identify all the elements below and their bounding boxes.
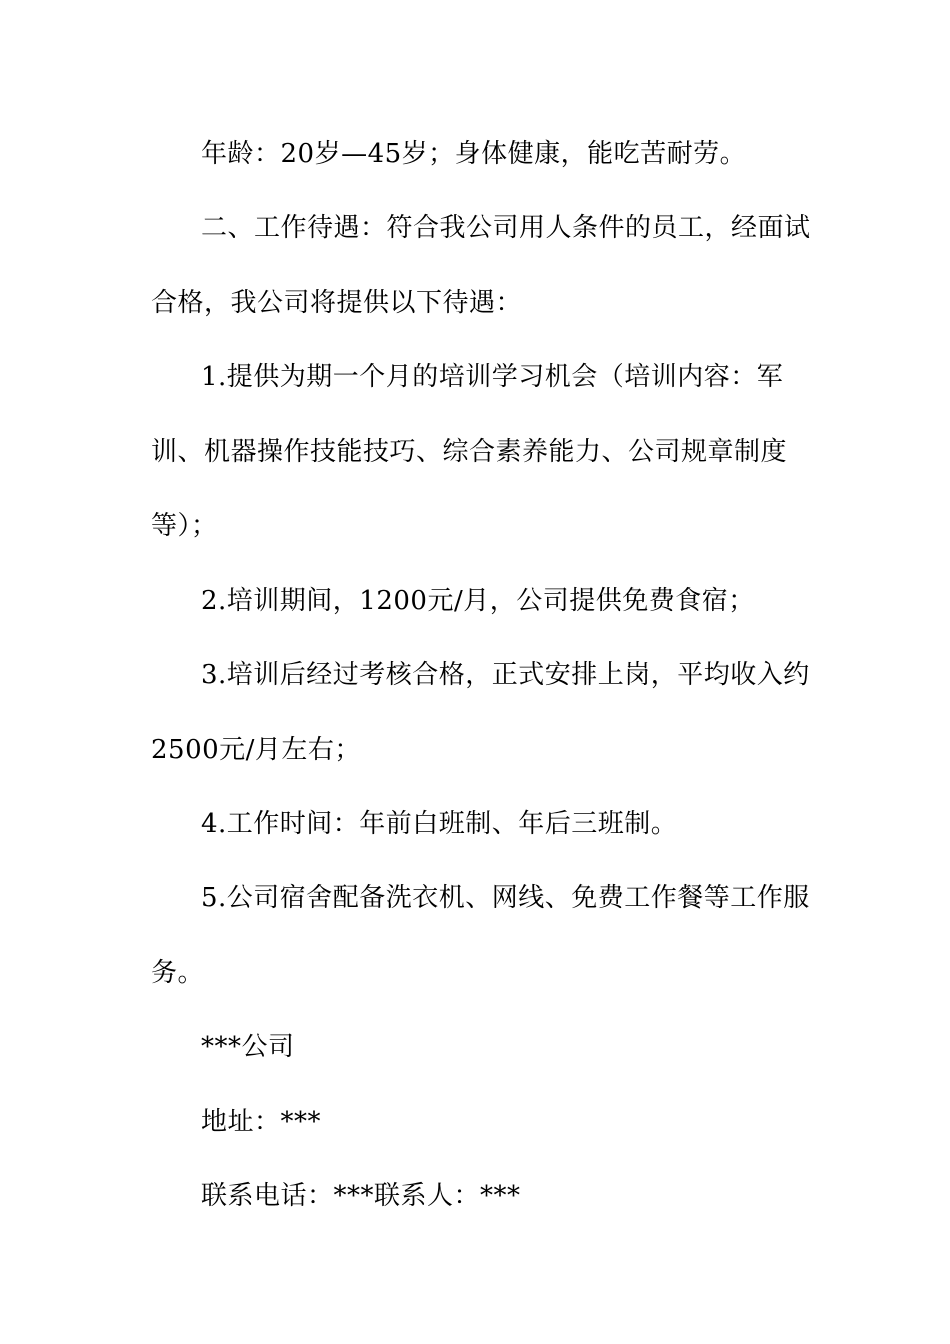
benefit-item-3: 3.培训后经过考核合格，正式安排上岗，平均收入约 bbox=[201, 660, 810, 690]
company-address: 地址：*** bbox=[201, 1107, 322, 1137]
benefit-item-5: 5.公司宿舍配备洗衣机、网线、免费工作餐等工作服 bbox=[201, 883, 810, 913]
benefit-item-4: 4.工作时间：年前白班制、年后三班制。 bbox=[201, 809, 678, 839]
company-name: ***公司 bbox=[201, 1032, 295, 1062]
benefits-intro-continuation: 合格，我公司将提供以下待遇： bbox=[151, 288, 523, 318]
benefit-item-1-end: 等）； bbox=[151, 511, 218, 541]
benefit-item-1-continuation: 训、机器操作技能技巧、综合素养能力、公司规章制度 bbox=[151, 437, 788, 467]
benefit-item-3-continuation: 2500元/月左右； bbox=[151, 735, 361, 765]
company-contact: 联系电话：***联系人：*** bbox=[201, 1181, 521, 1211]
age-requirement-line: 年龄：20岁—45岁；身体健康，能吃苦耐劳。 bbox=[201, 139, 747, 169]
benefit-item-2: 2.培训期间，1200元/月，公司提供免费食宿； bbox=[201, 586, 755, 616]
section-heading-benefits: 二、工作待遇：符合我公司用人条件的员工，经面试 bbox=[201, 213, 811, 243]
benefit-item-5-continuation: 务。 bbox=[151, 958, 205, 988]
benefit-item-1: 1.提供为期一个月的培训学习机会（培训内容：军 bbox=[201, 362, 784, 392]
